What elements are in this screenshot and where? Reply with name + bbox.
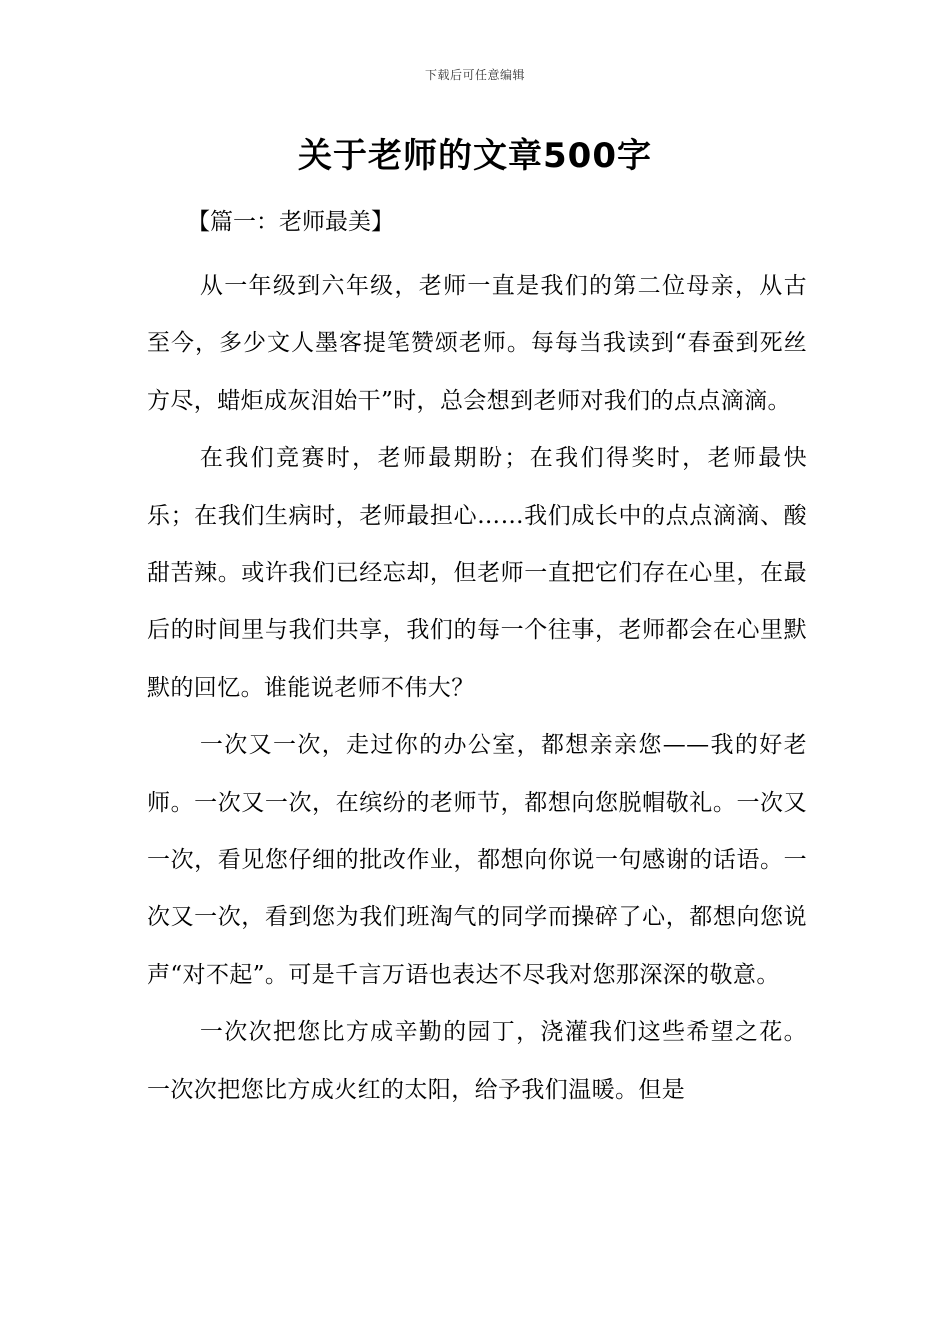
document-body [147,200,807,1119]
section-heading: 【篇一：老师最美】 [187,209,394,235]
paragraph-1: 从一年级到六年级，老师一直是我们的第二位母亲，从古至今，多少文人墨客提笔赞颂老师。每每当我读到“春蚕到死丝方尽，蜡炬成灰泪始干”时，总会想到老师对我们的点点滴滴。 [147,273,807,414]
paragraph-2: 在我们竞赛时，老师最期盼；在我们得奖时，老师最快乐；在我们生病时，老师最担心……我们成长中的点点滴滴、酸甜苦辣。或许我们已经忘却，但老师一直把它们存在心里，在最后的时间里与我们共享，我们的每一个往事，老师都会在心里默默的回忆。谁能说老师不伟大？ [147,445,807,701]
document-title: 关于老师的文章500字 [298,136,652,176]
paragraph-3: 一次又一次，走过你的办公室，都想亲亲您——我的好老师。一次又一次，在缤纷的老师节，都想向您脱帽敬礼。一次又一次，看见您仔细的批改作业，都想向你说一句感谢的话语。一次又一次，看到您为我们班淘气的同学而操碎了心，都想向您说声“对不起”。可是千言万语也表达不尽我对您那深深的敬意。 [147,732,807,988]
header-note: 下载后可任意编辑 [424,68,525,82]
paragraph-4: 一次次把您比方成辛勤的园丁，浇灌我们这些希望之花。一次次把您比方成火红的太阳，给予我们温暖。但是 [147,1019,807,1103]
